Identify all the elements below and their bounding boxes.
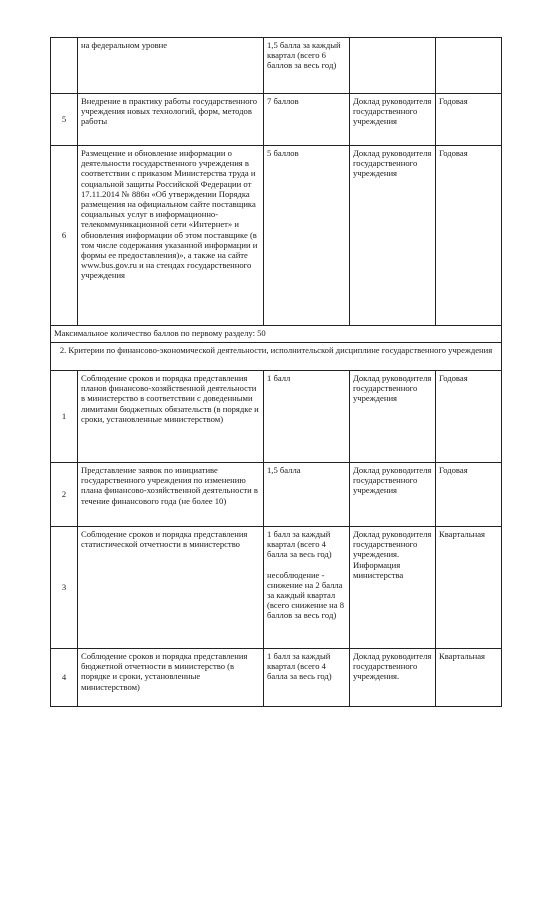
source-cell: Доклад руководителя государственного учреждения (350, 146, 436, 326)
table-row (51, 146, 502, 326)
source-cell (350, 38, 436, 94)
section-heading-row (51, 343, 502, 371)
score-cell: 1,5 балла (264, 463, 350, 527)
score-cell: 1 балл (264, 371, 350, 463)
table-row (51, 527, 502, 649)
section-2-title: 2. Критерии по финансово-экономической деятельности, исполнительской дисциплине государственного учреждения (51, 343, 502, 371)
source-cell: Доклад руководителя государственного учреждения (350, 371, 436, 463)
period-cell: Квартальная (436, 649, 502, 707)
criteria-table (50, 37, 502, 707)
criterion-cell: Соблюдение сроков и порядка представления статистической отчетности в министерство (78, 527, 264, 649)
row-number: 5 (51, 94, 78, 146)
score-penalty-text: несоблюдение - снижение на 2 балла за каждый квартал (всего снижение на 8 баллов за весь год) (267, 569, 345, 621)
table-row (51, 94, 502, 146)
summary-row (51, 326, 502, 343)
period-cell: Годовая (436, 146, 502, 326)
source-cell: Доклад руководителя государственного учреждения. Информация министерства (350, 527, 436, 649)
source-cell: Доклад руководителя государственного учреждения (350, 94, 436, 146)
row-number: 2 (51, 463, 78, 527)
criterion-cell: Размещение и обновление информации о деятельности государственного учреждения в соответствии с приказом Министерства труда и социальной защиты Российской Федерации от 17.11.2014 № 886н «Об утверждении Порядка размещения на официальном сайте поставщика социальных услуг в информационно-телекоммуникационной сети «Интернет» и обновления информации об этом поставщике (в том числе содержания указанной информации и формы ее предоставления)», а также на сайте www.bus.gov.ru и на стендах государственного учреждения (78, 146, 264, 326)
row-number: 6 (51, 146, 78, 326)
table-row (51, 38, 502, 94)
row-number (51, 38, 78, 94)
criterion-cell: Представление заявок по инициативе государственного учреждения по изменению плана финансово-хозяйственной деятельности в течение финансового года (не более 10) (78, 463, 264, 527)
score-cell: 7 баллов (264, 94, 350, 146)
score-cell: 1,5 балла за каждый квартал (всего 6 баллов за весь год) (264, 38, 350, 94)
table-row (51, 463, 502, 527)
period-cell (436, 38, 502, 94)
period-cell: Годовая (436, 463, 502, 527)
score-cell (264, 527, 350, 649)
row-number: 3 (51, 527, 78, 649)
table-row (51, 649, 502, 707)
table-row (51, 371, 502, 463)
criterion-cell: Соблюдение сроков и порядка представления планов финансово-хозяйственной деятельности в министерство в соответствии с доведенными лимитами бюджетных обязательств (в порядке и сроки, установленные министерством) (78, 371, 264, 463)
source-cell: Доклад руководителя государственного учреждения. (350, 649, 436, 707)
criterion-cell: на федеральном уровне (78, 38, 264, 94)
period-cell: Годовая (436, 371, 502, 463)
period-cell: Квартальная (436, 527, 502, 649)
period-cell: Годовая (436, 94, 502, 146)
score-cell: 1 балл за каждый квартал (всего 4 балла за весь год) (264, 649, 350, 707)
row-number: 4 (51, 649, 78, 707)
criterion-cell: Соблюдение сроков и порядка представления бюджетной отчетности в министерство (в порядке и сроки, установленные министерством) (78, 649, 264, 707)
criterion-cell: Внедрение в практику работы государственного учреждения новых технологий, форм, методов работы (78, 94, 264, 146)
score-cell: 5 баллов (264, 146, 350, 326)
row-number: 1 (51, 371, 78, 463)
source-cell: Доклад руководителя государственного учреждения (350, 463, 436, 527)
max-score-text: Максимальное количество баллов по первому разделу: 50 (51, 326, 502, 343)
score-text: 1 балл за каждый квартал (всего 4 балла за весь год) (267, 529, 332, 560)
